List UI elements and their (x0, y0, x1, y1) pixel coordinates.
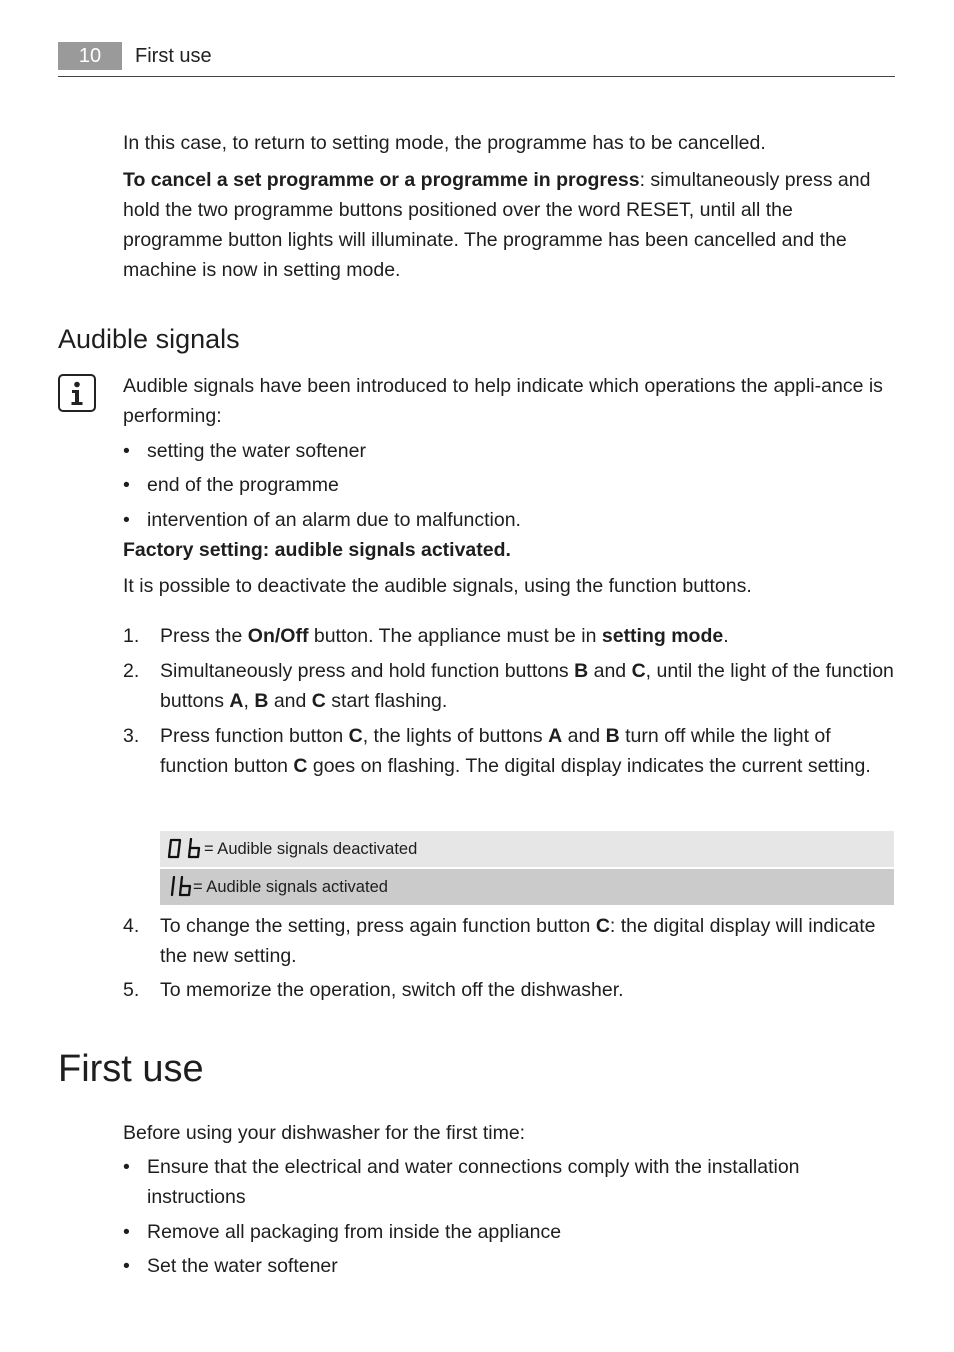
cancel-note: In this case, to return to setting mode, the programme has to be cancelled. (123, 132, 766, 154)
cancel-paragraph (123, 165, 895, 285)
header-section-title: First use (135, 45, 212, 67)
first-use-heading: First use (58, 1048, 204, 1090)
page-number: 10 (58, 42, 122, 70)
cancel-bold-lead: To cancel a set programme or a programme in progress (123, 169, 640, 191)
info-icon (58, 374, 96, 412)
page-header (58, 40, 895, 77)
display-code-row-deactivated: = Audible signals deactivated (160, 831, 894, 867)
display-code-row-activated: = Audible signals activated (160, 869, 894, 905)
deactivate-note: It is possible to deactivate the audible signals, using the function buttons. (123, 575, 752, 597)
factory-setting: Factory setting: audible signals activated. (123, 539, 511, 561)
cancel-text: : simultaneously press and hold the two programme buttons positioned over the word RESET, until all the programme button lights will illuminate. The programme has been cancelled and the machine is now in setting mode. (123, 169, 871, 281)
display-code-1b-icon (166, 876, 194, 898)
display-code-0b-icon (166, 838, 202, 860)
audible-intro: Audible signals have been introduced to help indicate which operations the appli-ance is performing: (123, 375, 883, 427)
audible-signals-heading: Audible signals (58, 324, 240, 354)
first-use-intro: Before using your dishwasher for the first time: (123, 1122, 526, 1144)
